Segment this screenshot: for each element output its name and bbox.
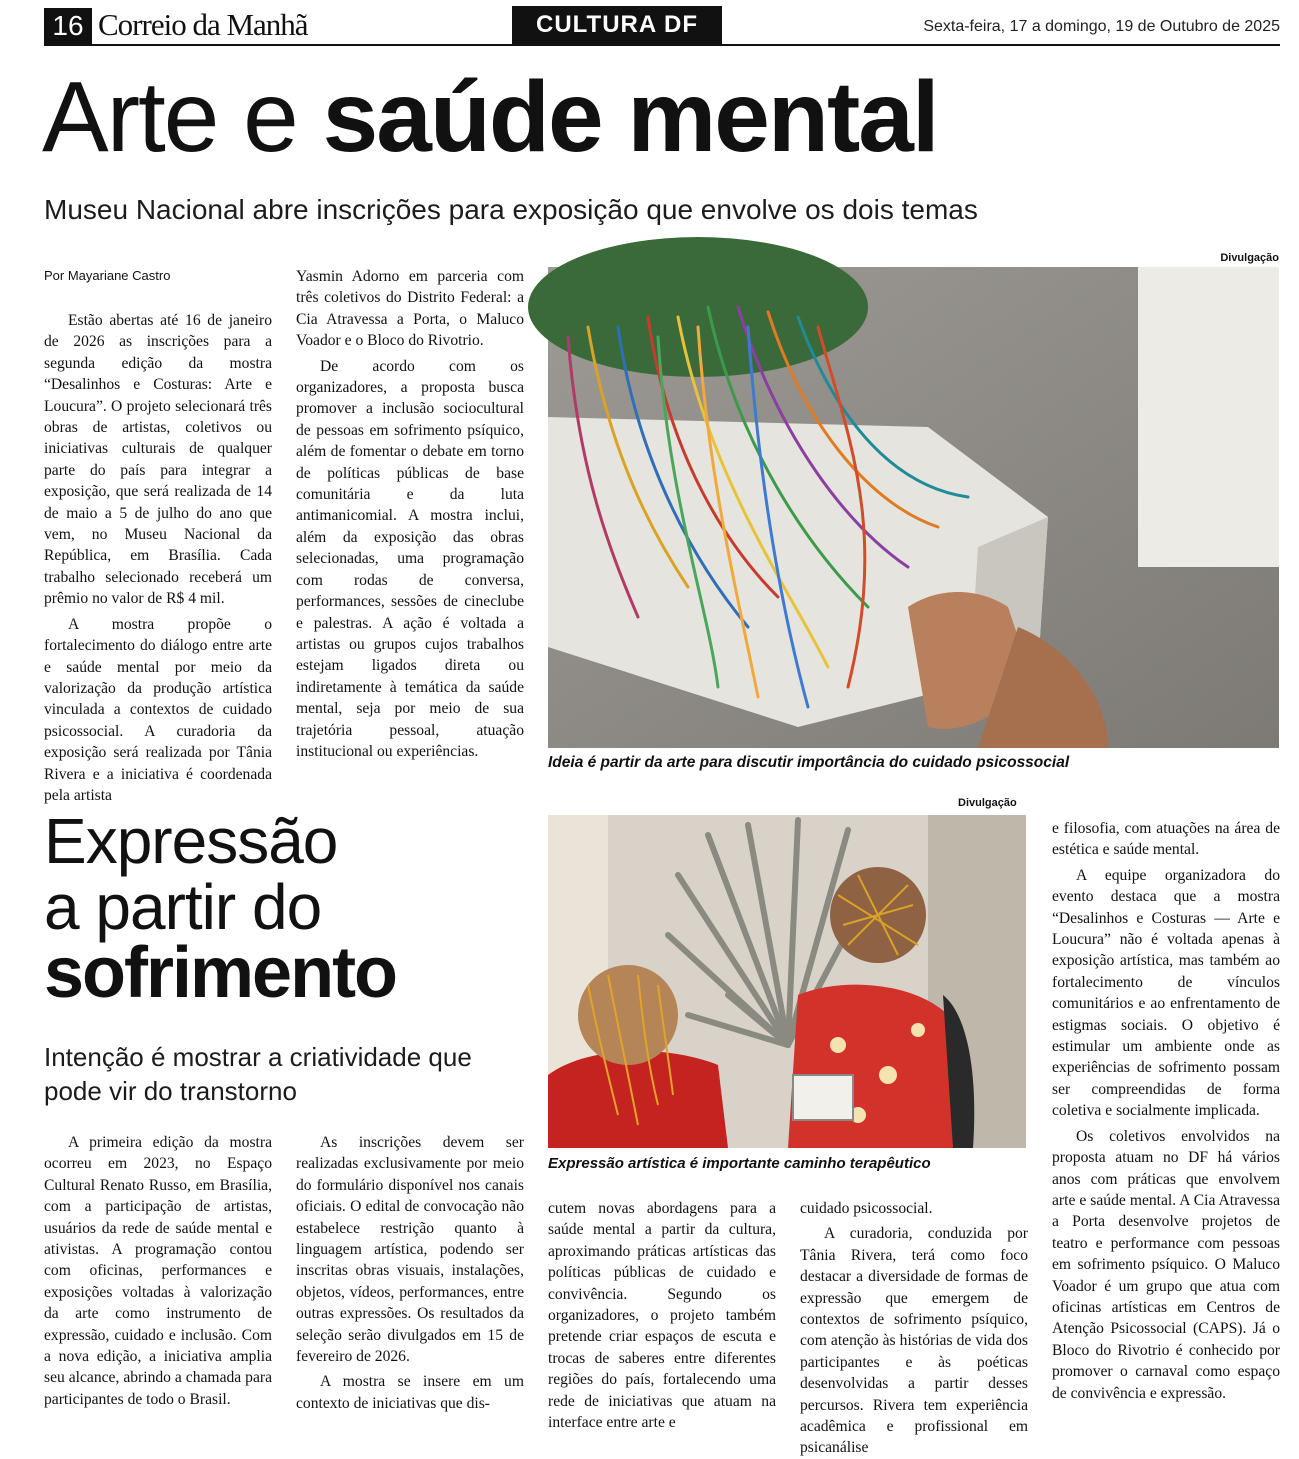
photo-caption: Ideia é partir da arte para discutir importância do cuidado psicossocial [548, 754, 1070, 771]
story2-column-1 [44, 1132, 272, 1432]
paragraph: A equipe organizadora do evento destaca que a mostra “Desalinhos e Costuras — Arte e Loucura” não é voltada apenas à exposição artística, mas também ao fortalecimento de vínculos comunitários e ao enfrentamento de estigmas sociais. O objetivo é estimular um ambiente onde as experiências de sofrimento possam ser compreendidas de forma coletiva e socialmente implicada. [1052, 866, 1280, 1120]
headline-light: Arte e [42, 61, 323, 173]
headline-line: Expressão [44, 805, 338, 877]
paragraph: Yasmin Adorno em parceria com três coletivos do Distrito Federal: a Cia Atravessa a Porta, o Maluco Voador e o Bloco do Rivotrio. [296, 268, 524, 350]
paragraph: As inscrições devem ser realizadas exclusivamente por meio do formulário disponível nos canais oficiais. O edital de convocação não estabelece restrição quanto à linguagem artística, podendo ser inscritas obras visuais, instalações, objetos, vídeos, performances, entre outras expressões. Os resultados da seleção serão divulgados em 15 de fevereiro de 2026. [296, 1134, 524, 1366]
headline-line: a partir do [44, 871, 322, 943]
byline: Por Mayariane Castro [44, 268, 171, 283]
photo-caption: Expressão artística é importante caminho terapêutico [548, 1155, 931, 1172]
story2-column-4 [800, 1198, 1028, 1457]
paragraph: De acordo com os organizadores, a proposta busca promover a inclusão sociocultural de pessoas em sofrimento psíquico, além de fomentar o debate em torno de políticas públicas de base comunitária e da luta antimanicomial. A mostra inclui, além da exposição das obras selecionadas, uma programação com rodas de conversa, performances, sessões de cineclube e palestras. A ação é voltada a artistas ou grupos cujos trabalhos estejam ligados direta ou indiretamente à temática da saúde mental, seja por meio de sua trajetória pessoal, atuação institucional ou experiências. [296, 357, 524, 760]
headline-bold: sofrimento [44, 933, 397, 1013]
header-rule [44, 44, 1280, 46]
story1-column-2 [296, 266, 524, 778]
performers-photo [548, 815, 1026, 1148]
artwork-photo [548, 267, 1279, 748]
main-subheadline: Museu Nacional abre inscrições para exposição que envolve os dois temas [44, 194, 978, 225]
paragraph: cuidado psicossocial. [800, 1200, 933, 1217]
performers-photo-illustration [548, 815, 1026, 1148]
photo-credit: Divulgação [958, 797, 1017, 809]
secondary-headline [44, 805, 397, 1013]
issue-date: Sexta-feira, 17 a domingo, 19 de Outubro de 2025 [923, 18, 1280, 35]
paragraph: A curadoria, conduzida por Tânia Rivera, terá como foco destacar a diversidade de formas de expressão que emergem de contextos de sofrimento psíquico, com atenção às histórias de vida dos participantes e às poéticas desenvolvidas a partir desses percursos. Rivera tem experiência acadêmica e profissional em psicanálise [800, 1225, 1028, 1457]
paragraph: e filosofia, com atuações na área de estética e saúde mental. [1052, 820, 1280, 859]
story1-column-1 [44, 310, 272, 804]
newspaper-name: Correio da Manhã [98, 7, 308, 42]
story2-column-3 [548, 1198, 776, 1438]
secondary-subheadline: Intenção é mostrar a criatividade que pode vir do transtorno [44, 1042, 472, 1106]
artwork-photo-illustration [548, 267, 1279, 748]
photo-credit: Divulgação [1220, 252, 1279, 264]
page-number: 16 [44, 8, 92, 44]
paragraph: cutem novas abordagens para a saúde mental a partir da cultura, aproximando práticas artísticas das políticas públicas de cuidado e convivência. Segundo os organizadores, o projeto também pretende criar espaços de escuta e trocas de saberes entre diferentes regiões do país, fortalecendo uma rede de iniciativas que atuam na interface entre arte e [548, 1200, 776, 1432]
paragraph: Estão abertas até 16 de janeiro de 2026 as inscrições para a segunda edição da mostra “Desalinhos e Costuras: Arte e Loucura”. O projeto selecionará três obras de artistas, coletivos ou iniciativas culturais de qualquer parte do país para integrar a exposição, que será realizada de 14 de maio a 5 de julho do ano que vem, no Museu Nacional da República, em Brasília. Cada trabalho selecionado receberá um prêmio no valor de R$ 4 mil. [44, 312, 272, 608]
section-label: CULTURA DF [512, 6, 722, 44]
story2-column-5 [1052, 818, 1280, 1438]
paragraph: Os coletivos envolvidos na proposta atuam no DF há vários anos com práticas que envolvem arte e saúde mental. A Cia Atravessa a Porta desenvolve projetos de teatro e performance com pessoas em sofrimento psíquico. O Maluco Voador é um grupo que atua com oficinas artísticas em Centros de Atenção Psicossocial (CAPS). Já o Bloco do Rivotrio é conhecido por promover o carnaval como espaço de convivência e expressão. [1052, 1127, 1280, 1402]
paragraph: A mostra se insere em um contexto de iniciativas que dis- [296, 1373, 524, 1412]
headline-bold: saúde mental [322, 61, 938, 173]
main-headline [42, 62, 938, 172]
paragraph: A primeira edição da mostra ocorreu em 2023, no Espaço Cultural Renato Russo, em Brasília, com a participação de artistas, usuários da rede de saúde mental e ativistas. A programação contou com oficinas, performances e exposições voltadas à valorização da arte como instrumento de expressão, cuidado e inclusão. Com a nova edição, a iniciativa amplia seu alcance, abrindo a chamada para participantes de todo o Brasil. [44, 1134, 272, 1408]
story2-column-2 [296, 1132, 524, 1432]
paragraph: A mostra propõe o fortalecimento do diálogo entre arte e saúde mental por meio da valorização da produção artística vinculada a contextos de cuidado psicossocial. A curadoria da exposição será realizada por Tânia Rivera e a iniciativa é coordenada pela artista [44, 615, 272, 804]
